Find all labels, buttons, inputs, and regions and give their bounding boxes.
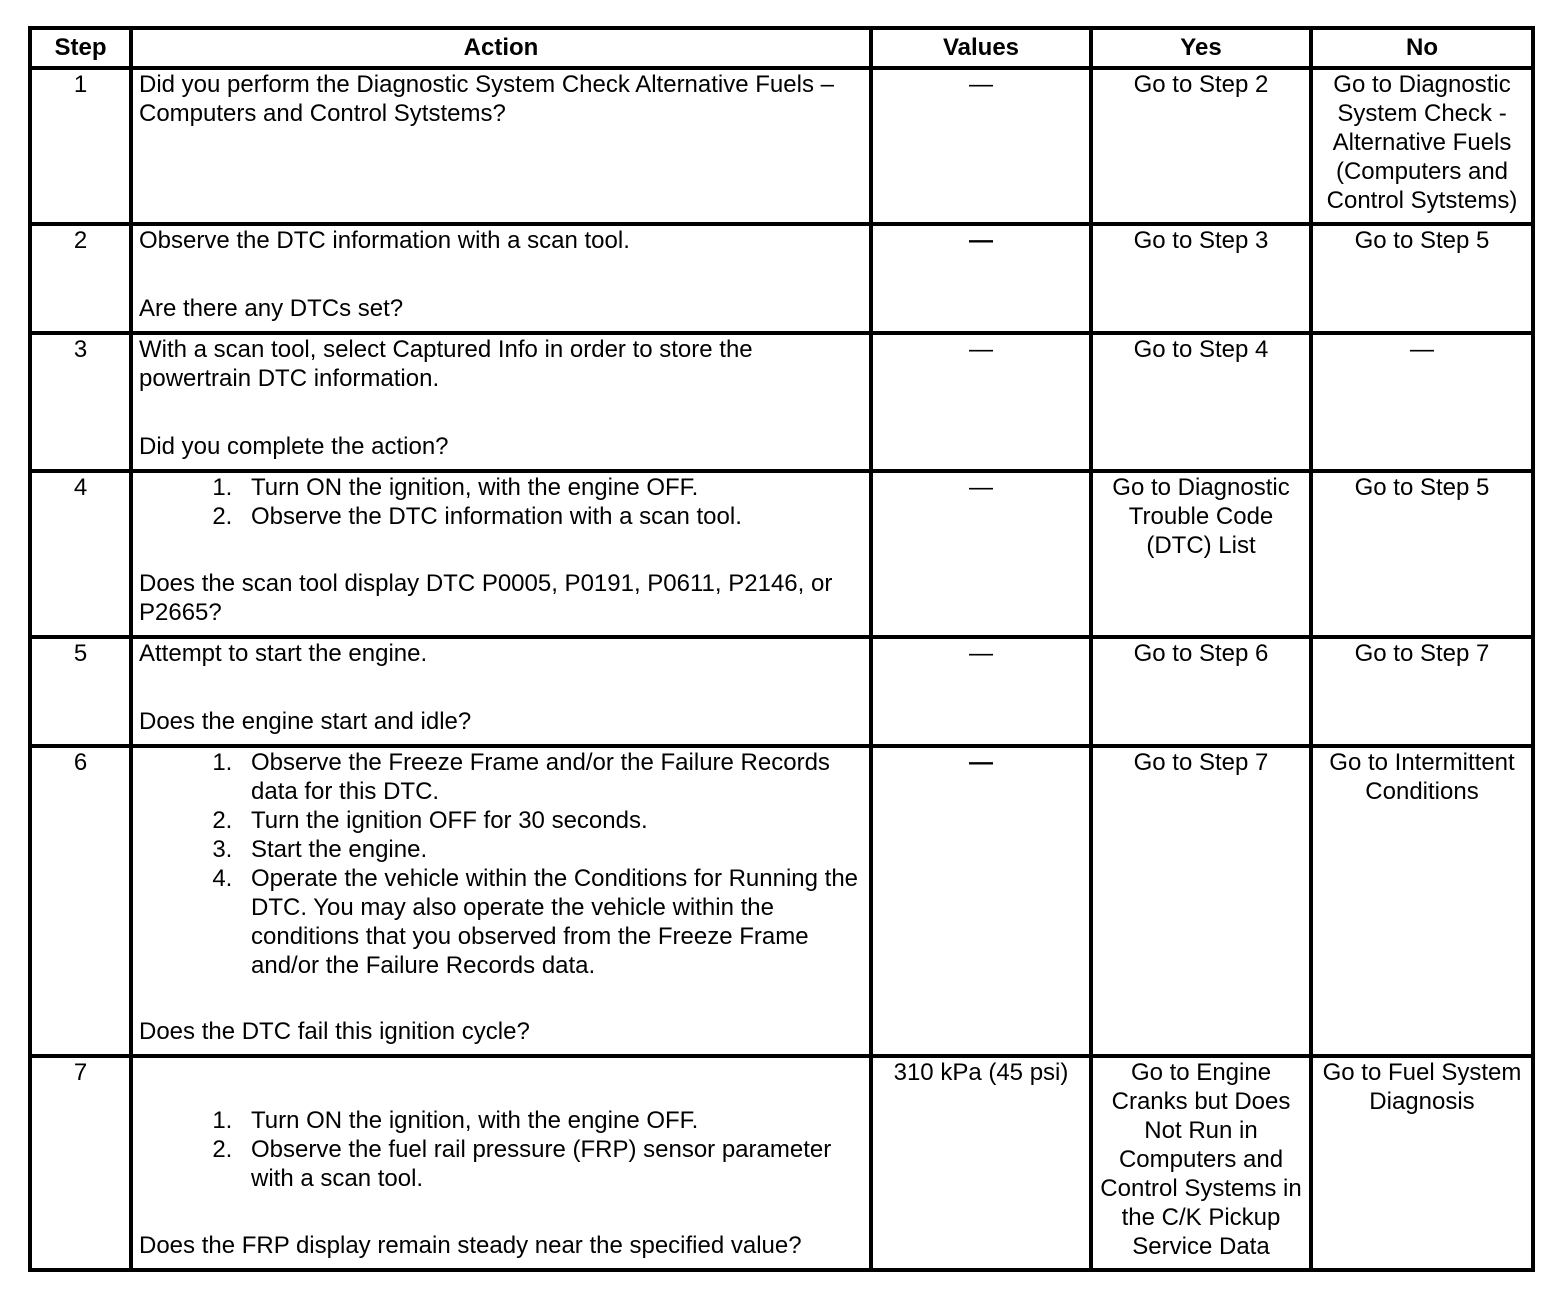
header-no: No <box>1311 28 1533 68</box>
no-cell: — <box>1311 333 1533 471</box>
value-text: — <box>969 336 993 363</box>
yes-cell: Go to Engine Cranks but Does Not Run in Computers and Control Systems in the C/K Pickup Service Data <box>1091 1056 1311 1270</box>
values-cell <box>871 637 1091 746</box>
step-number: 5 <box>30 637 131 746</box>
action-cell <box>131 471 871 637</box>
action-text: Attempt to start the engine. <box>139 640 428 667</box>
no-cell: Go to Step 5 <box>1311 224 1533 333</box>
no-cell: Go to Step 5 <box>1311 471 1533 637</box>
header-values: Values <box>871 28 1091 68</box>
action-steps-list <box>139 1106 863 1193</box>
action-question: Does the FRP display remain steady near the specified value? <box>139 1232 802 1259</box>
no-cell: Go to Intermittent Conditions <box>1311 746 1533 1056</box>
table-row <box>30 637 1533 746</box>
diagnostic-table <box>28 26 1535 1272</box>
step-number: 6 <box>30 746 131 1056</box>
step-number: 1 <box>30 68 131 224</box>
action-steps-list <box>139 473 863 531</box>
list-item: 1. Turn ON the ignition, with the engine OFF. <box>239 1106 863 1135</box>
list-item: 2. Turn the ignition OFF for 30 seconds. <box>239 806 863 835</box>
list-item: 3. Start the engine. <box>239 835 863 864</box>
action-question: Did you complete the action? <box>139 433 449 460</box>
action-cell <box>131 637 871 746</box>
yes-cell: Go to Step 7 <box>1091 746 1311 1056</box>
action-cell <box>131 746 871 1056</box>
step-number: 3 <box>30 333 131 471</box>
list-item: 1. Observe the Freeze Frame and/or the Failure Records data for this DTC. <box>239 748 863 806</box>
value-text: 310 kPa (45 psi) <box>893 1059 1069 1086</box>
values-cell <box>871 224 1091 333</box>
step-number: 7 <box>30 1056 131 1270</box>
action-question: Does the DTC fail this ignition cycle? <box>139 1018 530 1045</box>
table-row <box>30 68 1533 224</box>
list-item: 2. Observe the fuel rail pressure (FRP) sensor parameter with a scan tool. <box>239 1135 863 1193</box>
table-row <box>30 746 1533 1056</box>
table-row <box>30 224 1533 333</box>
no-cell: Go to Step 7 <box>1311 637 1533 746</box>
value-text: — <box>969 227 993 254</box>
action-steps-list <box>139 748 863 980</box>
value-text: — <box>969 71 993 98</box>
yes-cell: Go to Diagnostic Trouble Code (DTC) List <box>1091 471 1311 637</box>
values-cell <box>871 746 1091 1056</box>
action-text: Observe the DTC information with a scan tool. <box>139 227 630 254</box>
step-number: 4 <box>30 471 131 637</box>
action-question: Does the engine start and idle? <box>139 708 472 735</box>
yes-cell: Go to Step 3 <box>1091 224 1311 333</box>
yes-cell: Go to Step 6 <box>1091 637 1311 746</box>
no-cell: Go to Diagnostic System Check - Alternative Fuels (Computers and Control Sytstems) <box>1311 68 1533 224</box>
values-cell <box>871 333 1091 471</box>
no-cell: Go to Fuel System Diagnosis <box>1311 1056 1533 1270</box>
list-item: 4. Operate the vehicle within the Conditions for Running the DTC. You may also operate the vehicle within the conditions that you observed from the Freeze Frame and/or the Failure Records data. <box>239 864 863 980</box>
list-item: 1. Turn ON the ignition, with the engine OFF. <box>239 473 863 502</box>
header-row <box>30 28 1533 68</box>
action-cell <box>131 333 871 471</box>
action-cell <box>131 224 871 333</box>
header-action: Action <box>131 28 871 68</box>
action-text: Did you perform the Diagnostic System Check Alternative Fuels – Computers and Control Sytstems? <box>139 71 834 127</box>
value-text: — <box>969 749 993 776</box>
action-question: Does the scan tool display DTC P0005, P0191, P0611, P2146, or P2665? <box>139 570 833 626</box>
list-item: 2. Observe the DTC information with a scan tool. <box>239 502 863 531</box>
table-row <box>30 471 1533 637</box>
header-yes: Yes <box>1091 28 1311 68</box>
table-row <box>30 333 1533 471</box>
yes-cell: Go to Step 2 <box>1091 68 1311 224</box>
values-cell <box>871 68 1091 224</box>
action-text: With a scan tool, select Captured Info in order to store the powertrain DTC information. <box>139 336 753 392</box>
values-cell <box>871 1056 1091 1270</box>
action-cell <box>131 68 871 224</box>
yes-cell: Go to Step 4 <box>1091 333 1311 471</box>
table-row <box>30 1056 1533 1270</box>
values-cell <box>871 471 1091 637</box>
step-number: 2 <box>30 224 131 333</box>
action-question: Are there any DTCs set? <box>139 295 404 322</box>
header-step: Step <box>30 28 131 68</box>
value-text: — <box>969 474 993 501</box>
action-cell <box>131 1056 871 1270</box>
value-text: — <box>969 640 993 667</box>
